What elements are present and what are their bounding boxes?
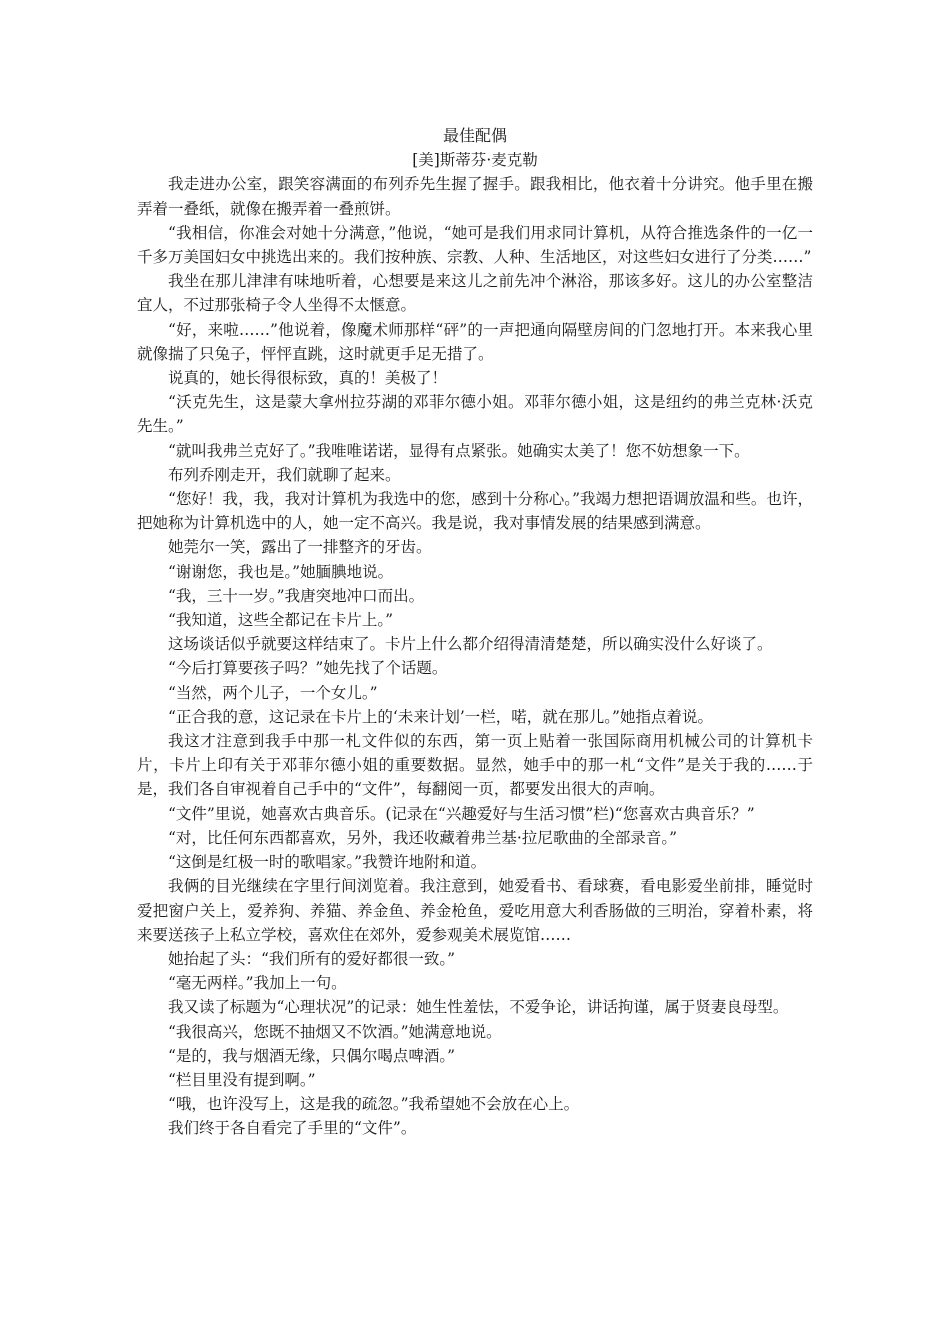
- paragraph: 我坐在那儿津津有味地听着，心想要是来这儿之前先冲个淋浴，那该多好。这儿的办公室整洁宜人，不过那张椅子令人坐得不太惬意。: [137, 272, 813, 315]
- paragraph: “今后打算要孩子吗？”她先找了个话题。: [168, 659, 448, 678]
- paragraph: 我们终于各自看完了手里的“文件”。: [168, 1119, 417, 1138]
- paragraph: “正合我的意，这记录在卡片上的‘未来计划’一栏，喏，就在那儿。”她指点着说。: [168, 707, 713, 726]
- paragraph: “我相信，你准会对她十分满意，”他说，“她可是我们用求同计算机，从符合推选条件的一亿一千多万美国妇女中挑选出来的。我们按种族、宗教、人种、生活地区，对这些妇女进行了分类……”: [137, 223, 813, 267]
- paragraph: “栏目里没有提到啊。”: [168, 1070, 316, 1089]
- paragraph: 这场谈话似乎就要这样结束了。卡片上什么都介绍得清清楚楚，所以确实没什么好谈了。: [168, 635, 773, 654]
- story-author: [美]斯蒂芬·麦克勒: [412, 151, 538, 170]
- paragraph: 我又读了标题为“心理状况”的记录：她生性羞怯，不爱争论，讲话拘谨，属于贤妻良母型。: [168, 998, 789, 1017]
- paragraph: “我知道，这些全都记在卡片上。”: [168, 611, 394, 630]
- paragraph: “我很高兴，您既不抽烟又不饮酒。”她满意地说。: [168, 1022, 502, 1041]
- paragraph: “沃克先生，这是蒙大拿州拉芬湖的邓菲尔德小姐。邓菲尔德小姐，这是纽约的弗兰克林·沃克先生。”: [137, 393, 813, 436]
- paragraph: 她抬起了头：“我们所有的爱好都很一致。”: [168, 949, 456, 968]
- paragraph: “谢谢您，我也是。”她腼腆地说。: [168, 562, 394, 581]
- paragraph: “您好！我，我，我对计算机为我选中的您，感到十分称心。”我竭力想把语调放温和些。也许，把她称为计算机选中的人，她一定不高兴。我是说，我对事情发展的结果感到满意。: [137, 490, 813, 533]
- paragraph: 布列乔刚走开，我们就聊了起来。: [168, 465, 401, 484]
- paragraph: “这倒是红极一时的歌唱家。”我赞许地附和道。: [168, 853, 487, 872]
- paragraph: 她莞尔一笑，露出了一排整齐的牙齿。: [168, 538, 432, 557]
- paragraph: “毫无两样。”我加上一句。: [168, 974, 347, 993]
- paragraph: “哦，也许没写上，这是我的疏忽。”我希望她不会放在心上。: [168, 1095, 580, 1114]
- paragraph: “是的，我与烟酒无缘，只偶尔喝点啤酒。”: [168, 1046, 456, 1065]
- paragraph: 说真的，她长得很标致，真的！美极了！: [168, 369, 448, 388]
- paragraph: 我这才注意到我手中那一札文件似的东西，第一页上贴着一张国际商用机械公司的计算机卡片，卡片上印有关于邓菲尔德小姐的重要数据。显然，她手中的那一札“文件”是关于我的……于是，我们各自审视着自己手中的“文件”，每翻阅一页，都要发出很大的声响。: [137, 732, 813, 799]
- document-page: [137, 124, 813, 1141]
- paragraph: “对，比任何东西都喜欢，另外，我还收藏着弗兰基·拉尼歌曲的全部录音。”: [168, 828, 678, 847]
- paragraph: “就叫我弗兰克好了。”我唯唯诺诺，显得有点紧张。她确实太美了！您不妨想象一下。: [168, 441, 750, 460]
- story-title: 最佳配偶: [442, 126, 507, 145]
- paragraph: “我，三十一岁。”我唐突地冲口而出。: [168, 586, 425, 605]
- paragraph: “文件”里说，她喜欢古典音乐。(记录在“兴趣爱好与生活习惯”栏)“您喜欢古典音乐？”: [168, 804, 755, 823]
- paragraph: “好，来啦……”他说着，像魔术师那样“砰”的一声把通向隔壁房间的门忽地打开。本来我心里就像揣了只兔子，怦怦直跳，这时就更手足无措了。: [137, 320, 813, 363]
- paragraph: 我俩的目光继续在字里行间浏览着。我注意到，她爱看书、看球赛，看电影爱坐前排，睡觉时爱把窗户关上，爱养狗、养猫、养金鱼、养金枪鱼，爱吃用意大利香肠做的三明治，穿着朴素，将来要送孩子上私立学校，喜欢住在郊外，爱参观美术展览馆……: [137, 877, 813, 944]
- paragraph: “当然，两个儿子，一个女儿。”: [168, 683, 378, 702]
- story-body: [137, 172, 813, 1140]
- paragraph: 我走进办公室，跟笑容满面的布列乔先生握了握手。跟我相比，他衣着十分讲究。他手里在搬弄着一叠纸，就像在搬弄着一叠煎饼。: [137, 175, 813, 218]
